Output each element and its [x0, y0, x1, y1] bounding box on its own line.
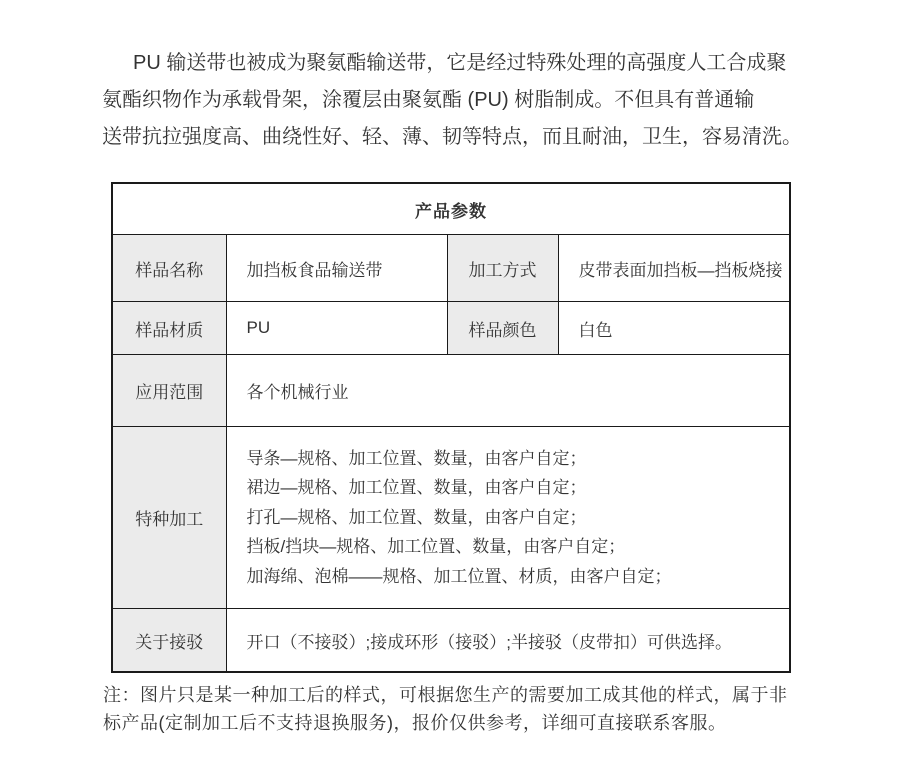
value-about-joining: 开口（不接驳）;接成环形（接驳）;半接驳（皮带扣）可供选择。	[226, 609, 790, 673]
label-special-processing: 特种加工	[112, 427, 226, 609]
table-row	[112, 302, 790, 355]
intro-line: PU 输送带也被成为聚氨酯输送带，它是经过特殊处理的高强度人工合成聚	[133, 52, 787, 74]
footnote	[103, 681, 788, 737]
intro-paragraph	[102, 45, 802, 156]
table-title: 产品参数	[112, 183, 790, 235]
value-application-scope: 各个机械行业	[226, 355, 790, 427]
label-sample-color: 样品颜色	[447, 302, 558, 355]
special-processing-line: 打孔—规格、加工位置、数量，由客户自定；	[246, 507, 587, 527]
label-application-scope: 应用范围	[112, 355, 226, 427]
table-row	[112, 609, 790, 673]
label-sample-name: 样品名称	[112, 235, 226, 302]
label-about-joining: 关于接驳	[112, 609, 226, 673]
special-processing-line: 挡板/挡块—规格、加工位置、数量，由客户自定；	[246, 537, 626, 557]
product-parameters-table	[111, 182, 791, 673]
value-sample-material: PU	[226, 302, 447, 355]
label-processing-method: 加工方式	[447, 235, 558, 302]
footnote-line: 注：图片只是某一种加工后的样式，可根据您生产的需要加工成其他的样式，属于非	[103, 685, 788, 705]
special-processing-line: 裙边—规格、加工位置、数量，由客户自定；	[246, 478, 587, 498]
special-processing-line: 加海绵、泡棉——规格、加工位置、材质，由客户自定；	[246, 566, 672, 586]
table-row	[112, 235, 790, 302]
footnote-line: 标产品(定制加工后不支持退换服务)，报价仅供参考，详细可直接联系客服。	[103, 713, 727, 733]
value-sample-color: 白色	[558, 302, 790, 355]
table-row	[112, 355, 790, 427]
label-sample-material: 样品材质	[112, 302, 226, 355]
value-special-processing	[226, 427, 790, 609]
value-processing-method: 皮带表面加挡板—挡板烧接	[558, 235, 790, 302]
table-title-row	[112, 183, 790, 235]
table-row	[112, 427, 790, 609]
intro-line: 送带抗拉强度高、曲绕性好、轻、薄、韧等特点，而且耐油，卫生，容易清洗。	[102, 126, 802, 148]
value-sample-name: 加挡板食品输送带	[226, 235, 447, 302]
intro-line: 氨酯织物作为承载骨架，涂覆层由聚氨酯 (PU) 树脂制成。不但具有普通输	[102, 89, 755, 111]
special-processing-line: 导条—规格、加工位置、数量，由客户自定；	[246, 448, 587, 468]
